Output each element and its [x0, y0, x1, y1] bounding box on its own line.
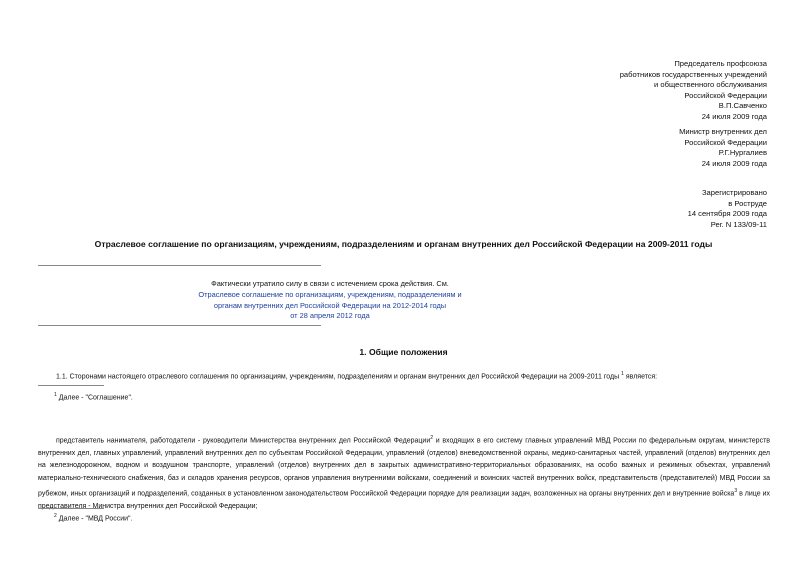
- divider-bottom: [38, 325, 321, 326]
- registration-line: 14 сентября 2009 года: [687, 209, 767, 219]
- footnote-separator: [38, 508, 104, 509]
- paragraph-text: в лице их представителя - Министра внутренних дел Российской Федерации;: [38, 490, 770, 510]
- clause-1-1: [56, 368, 776, 384]
- footnote-1: [54, 392, 133, 401]
- link-line[interactable]: органам внутренних дел Российской Федерации на 2012-2014 годы: [213, 300, 447, 310]
- registration-line: Рег. N 133/09-11: [710, 219, 767, 229]
- signature-line: 24 июля 2009 года: [701, 111, 767, 121]
- footnote-2: [54, 513, 132, 522]
- signature-union-block: [620, 59, 767, 123]
- signature-minister-block: [679, 127, 767, 169]
- link-line[interactable]: от 28 апреля 2012 года: [290, 311, 370, 321]
- signature-line: работников государственных учреждений: [619, 69, 767, 79]
- divider-top: [38, 265, 321, 266]
- registration-block: [688, 188, 767, 230]
- footnote-marker: 1: [54, 392, 57, 398]
- paragraph-text: представитель нанимателя, работодатели - руководители Министерства внутренних дел Российской Федерации: [56, 437, 431, 445]
- paragraph-text: и входящих в его систему главных управлений МВД России по федеральным округам, министерств внутренних дел, главных управлений, управлений внутренних дел по субъектам Российской Федерации, управлений (отделов) вневедомственной охраны, медико-санитарных частей, управлений (отделов) внутренних дел на железнодорожном, водном и воздушном транспорте, управлений (отделов) внутренних дел в закрытых административно-территориальных образованиях, на особо важных и режимных объектах, управлений материально-технического снабжения, баз и складов хранения ресурсов, органов управления внутренними войсками, соединений и воинских частей внутренних войск, представительств (представителей) МВД России за рубежом, иных организаций и подразделений, созданных в установленном законодательством Российской Федерации порядке для реализации задач, возложенных на органы внутренних дел и внутренние войска: [38, 437, 770, 498]
- employer-paragraph: [38, 432, 770, 513]
- footnote-text: Далее - "Соглашение".: [58, 394, 133, 402]
- clause-text: 1.1. Сторонами настоящего отраслевого соглашения по организациям, учреждениям, подразделениям и органам внутренних дел Российской Федерации на 2009-2011 годы: [56, 373, 620, 381]
- status-note: [170, 279, 490, 322]
- signature-line: и общественного обслуживания: [654, 80, 767, 90]
- document-title: Отраслевое соглашение по организациям, учреждениям, подразделениям и органам внутренних дел Российской Федерации на 2009-2011 годы: [94, 239, 713, 249]
- signature-line: Председатель профсоюза: [674, 59, 767, 68]
- registration-line: Зарегистрировано: [701, 188, 767, 197]
- signature-line: Российской Федерации: [684, 137, 767, 147]
- signature-line: Р.Г.Нургалиев: [718, 148, 767, 158]
- section-heading: 1. Общие положения: [359, 347, 448, 357]
- link-line[interactable]: Отраслевое соглашение по организациям, учреждениям, подразделениям и: [198, 289, 462, 299]
- signature-line: Министр внутренних дел: [679, 127, 767, 136]
- signature-line: В.П.Савченко: [718, 101, 767, 111]
- clause-text: является:: [625, 373, 658, 381]
- footnote-ref[interactable]: 2: [430, 435, 434, 441]
- footnote-text: Далее - "МВД России".: [58, 515, 133, 523]
- signature-line: Российской Федерации: [684, 90, 767, 100]
- footnote-marker: 2: [54, 513, 57, 519]
- footnote-ref[interactable]: 1: [621, 371, 624, 377]
- status-note-text: Фактически утратило силу в связи с истечением срока действия. См.: [211, 279, 449, 288]
- registration-line: в Роструде: [728, 198, 767, 208]
- successor-agreement-link[interactable]: [170, 290, 490, 322]
- footnote-ref[interactable]: 3: [734, 487, 738, 494]
- signature-line: 24 июля 2009 года: [701, 158, 767, 168]
- footnote-separator: [38, 385, 104, 386]
